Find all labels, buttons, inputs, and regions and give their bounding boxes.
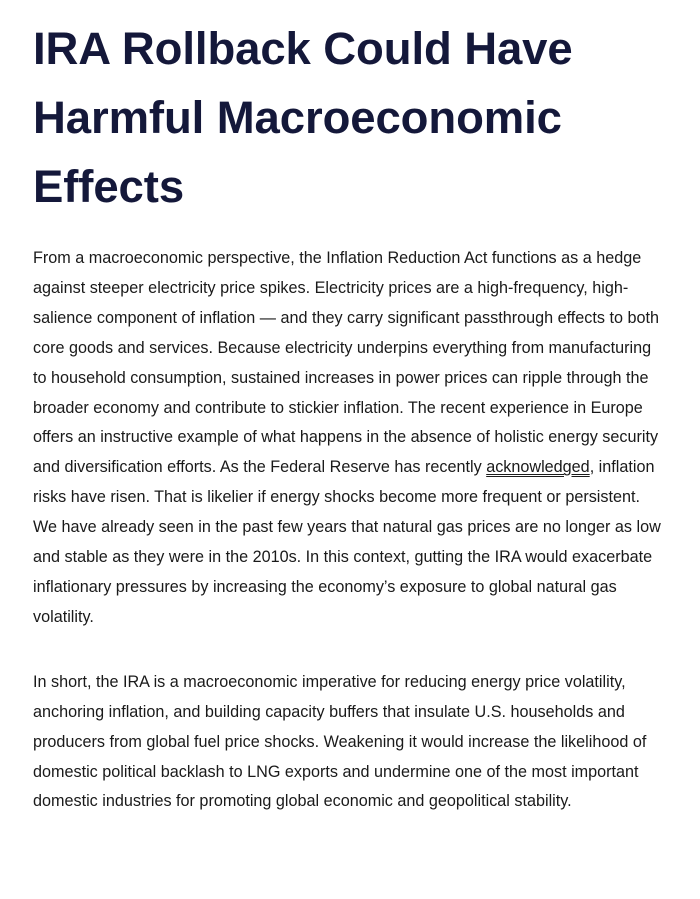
paragraph-text: From a macroeconomic perspective, the Inflation Reduction Act functions as a hedge against steeper electricity price spikes. Electricity prices are a high-frequency, high-salience component of inflation — and they carry significant passthrough effects to both core goods and services. Because electricity underpins everything from manufacturing to household consumption, sustained increases in power prices can ripple through the broader economy and contribute to stickier inflation. The recent experience in Europe offers an instructive example of what happens in the absence of holistic energy security and diversification efforts. As the Federal Reserve has recently <box>33 249 659 477</box>
article-title: IRA Rollback Could Have Harmful Macroeconomic Effects <box>33 23 573 212</box>
acknowledged-link[interactable]: acknowledged <box>486 458 590 477</box>
article <box>33 14 665 817</box>
paragraph-text: , inflation risks have risen. That is likelier if energy shocks become more frequent or persistent. We have already seen in the past few years that natural gas prices are no longer as low and stable as they were in the 2010s. In this context, gutting the IRA would exacerbate inflationary pressures by increasing the economy’s exposure to global natural gas volatility. <box>33 458 661 626</box>
body-paragraph <box>33 244 665 633</box>
body-paragraph: In short, the IRA is a macroeconomic imperative for reducing energy price volatility, anchoring inflation, and building capacity buffers that insulate U.S. households and producers from global fuel price shocks. Weakening it would increase the likelihood of domestic political backlash to LNG exports and undermine one of the most important domestic industries for promoting global economic and geopolitical stability. <box>33 672 647 811</box>
